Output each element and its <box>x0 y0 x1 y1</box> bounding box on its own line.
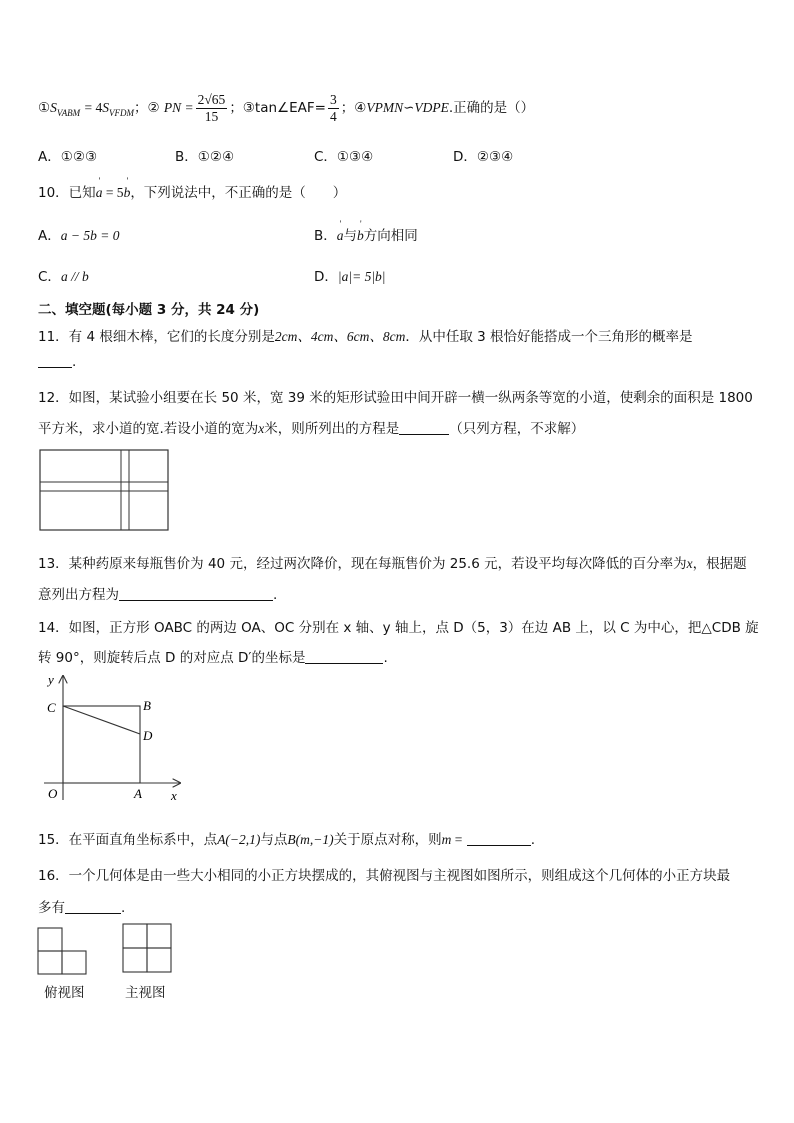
front-view-cell <box>123 924 147 948</box>
q10-stem: 10．已知' a = 5' b，下列说法中，不正确的是（ ） <box>38 181 346 201</box>
section-title-fill-in: 二、填空题(每小题 3 分，共 24 分) <box>38 302 260 318</box>
q11-answer-blank[interactable] <box>38 353 72 368</box>
q14-answer-blank[interactable] <box>305 649 383 664</box>
top-view-cell <box>38 951 62 974</box>
top-view-figure <box>36 926 90 978</box>
front-view-figure <box>121 922 175 976</box>
segment-cd <box>63 706 140 734</box>
label-d: D <box>143 728 153 743</box>
front-view-cell <box>147 924 171 948</box>
square-oabc <box>63 706 140 783</box>
label-b: B <box>143 698 151 713</box>
q12-line1: 12．如图，某试验小组要在长 50 米，宽 39 米的矩形试验田中间开辟一横一纵两条等宽的小道，使剩余的面积是 1800 <box>38 390 753 406</box>
q11-line1: 11．有 4 根细木棒，它们的长度分别是2cm、4cm、6cm、8cm．从中任取 3 根恰好能搭成一个三角形的概率是 <box>38 329 693 345</box>
top-view-cell <box>38 928 62 951</box>
tan-fraction: $\frac{3}{4}$ <box>329 91 337 124</box>
top-view-cell <box>62 951 86 974</box>
q9-option-b: B．①②④ <box>175 149 235 165</box>
front-view-cell <box>147 948 171 972</box>
q10-option-c: C．a // b <box>38 269 89 285</box>
q16-answer-blank[interactable] <box>65 899 121 914</box>
label-c: C <box>47 700 56 715</box>
label-o: O <box>48 786 58 801</box>
field-rectangle <box>40 450 168 530</box>
q13-line1: 13．某种药原来每瓶售价为 40 元，经过两次降价，现在每瓶售价为 25.6 元，若设平均每次降低的百分率为x，根据题 <box>38 556 747 572</box>
q14-square-figure <box>38 672 188 806</box>
q9-statements: $①S_{VABM} = 4S_{VFDM}$；② PN = $\frac{2√65}{15}$ ；③tan∠EAF= $\frac{3}{4}$ ；④VPMN∽VDPE.正确的是（） <box>38 91 535 124</box>
q9-option-d: D．②③④ <box>453 149 514 165</box>
q14-line1: 14．如图，正方形 OABC 的两边 OA、OC 分别在 x 轴、y 轴上，点 D（5，3）在边 AB 上，以 C 为中心，把△CDB 旋 <box>38 620 759 636</box>
road-crossing <box>122 483 129 491</box>
label-x: x <box>171 788 177 803</box>
q11-line2: . <box>38 353 76 370</box>
q13-answer-blank[interactable] <box>119 586 273 601</box>
front-view-cell <box>123 948 147 972</box>
q10-option-d: D．|a|= 5|b| <box>314 269 386 285</box>
q10-option-a: A．a − 5b = 0 <box>38 228 120 244</box>
top-view-label: 俯视图 <box>44 985 85 1001</box>
q12-line2: 平方米，求小道的宽.若设小道的宽为x米，则所列出的方程是 （只列方程，不求解） <box>38 421 585 437</box>
q16-line1: 16．一个几何体是由一些大小相同的小正方块摆成的，其俯视图与主视图如图所示，则组成这个几何体的小正方块最 <box>38 868 731 884</box>
q14-line2: 转 90°，则旋转后点 D 的对应点 D′的坐标是 . <box>38 650 388 666</box>
q12-answer-blank[interactable] <box>399 420 449 435</box>
q10-option-b: B．' a与' b方向相同 <box>314 224 418 244</box>
q16-line2: 多有 . <box>38 900 126 916</box>
q9-option-a: A．①②③ <box>38 149 98 165</box>
label-a: A <box>134 786 142 801</box>
pn-fraction: $\frac{2√65}{15}$ <box>197 91 226 124</box>
q15-line: 15．在平面直角坐标系中，点A(−2,1)与点B(m,−1)关于原点对称，则m = . <box>38 832 535 848</box>
q12-field-figure <box>38 446 173 534</box>
label-y: y <box>48 672 54 687</box>
q13-line2: 意列出方程为 . <box>38 587 278 603</box>
front-view-label: 主视图 <box>125 985 166 1001</box>
q15-answer-blank[interactable] <box>467 831 531 846</box>
q9-option-c: C．①③④ <box>314 149 374 165</box>
